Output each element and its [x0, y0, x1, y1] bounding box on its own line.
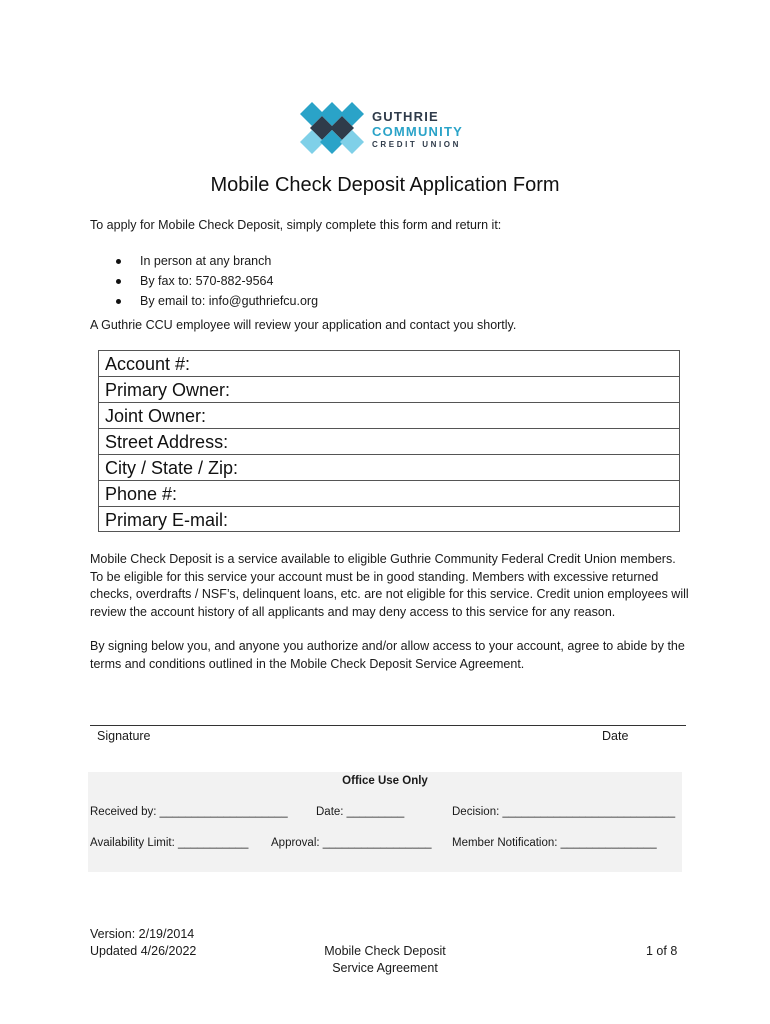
primary-owner-field[interactable]: Primary Owner:: [99, 377, 679, 403]
account-info-table: [98, 350, 680, 532]
credit-union-logo: [300, 100, 480, 162]
list-item: By email to: info@guthriefcu.org: [112, 291, 318, 311]
joint-owner-field[interactable]: Joint Owner:: [99, 403, 679, 429]
page-number: 1 of 8: [646, 944, 678, 958]
agreement-paragraph: By signing below you, and anyone you authorize and/or allow access to your account, agree to abide by the terms and conditions outlined in the Mobile Check Deposit Service Agreement.: [90, 639, 685, 671]
decision-field: Decision: ___________________________: [452, 806, 676, 818]
version-text: Version: 2/19/2014: [90, 927, 195, 941]
office-date-field: Date: _________: [316, 806, 405, 818]
street-address-field[interactable]: Street Address:: [99, 429, 679, 455]
logo-text-guthrie: GUTHRIE: [372, 109, 439, 124]
date-label: Date: [602, 729, 629, 743]
submission-methods-list: [112, 251, 318, 311]
signature-line[interactable]: [90, 725, 686, 726]
logo-text-credit-union: CREDIT UNION: [372, 140, 461, 149]
account-number-field[interactable]: Account #:: [99, 351, 679, 377]
office-use-title: Office Use Only: [342, 775, 428, 787]
received-by-field: Received by: ____________________: [90, 806, 288, 818]
list-item: By fax to: 570-882-9564: [112, 271, 318, 291]
eligibility-paragraph: Mobile Check Deposit is a service available to eligible Guthrie Community Federal Credit Union members. To be eligible for this service your account must be in good standing. Members with excessive returned checks, overdrafts / NSF’s, delinquent loans, etc. are not eligible for this service. Credit union employees will review the account history of all applicants and may deny access to this service for any reason.: [90, 552, 689, 619]
review-note: A Guthrie CCU employee will review your application and contact you shortly.: [90, 318, 517, 332]
intro-text: To apply for Mobile Check Deposit, simply complete this form and return it:: [90, 218, 502, 232]
phone-field[interactable]: Phone #:: [99, 481, 679, 507]
approval-field: Approval: _________________: [271, 837, 432, 849]
availability-limit-field: Availability Limit: ___________: [90, 837, 249, 849]
logo-text-community: COMMUNITY: [372, 124, 463, 139]
signature-label: Signature: [97, 729, 151, 743]
form-title: Mobile Check Deposit Application Form: [210, 174, 560, 196]
member-notification-field: Member Notification: _______________: [452, 837, 657, 849]
updated-text: Updated 4/26/2022: [90, 944, 197, 958]
diamond-logo-icon: [300, 100, 364, 158]
primary-email-field[interactable]: Primary E-mail:: [105, 510, 229, 530]
city-state-zip-field[interactable]: City / State / Zip:: [99, 455, 679, 481]
doc-name-line2: Service Agreement: [332, 961, 438, 975]
footer-document-name: [285, 943, 485, 977]
footer-version-block: [90, 926, 196, 960]
office-use-section: [88, 772, 682, 872]
list-item: In person at any branch: [112, 251, 318, 271]
doc-name-line1: Mobile Check Deposit: [324, 944, 446, 958]
